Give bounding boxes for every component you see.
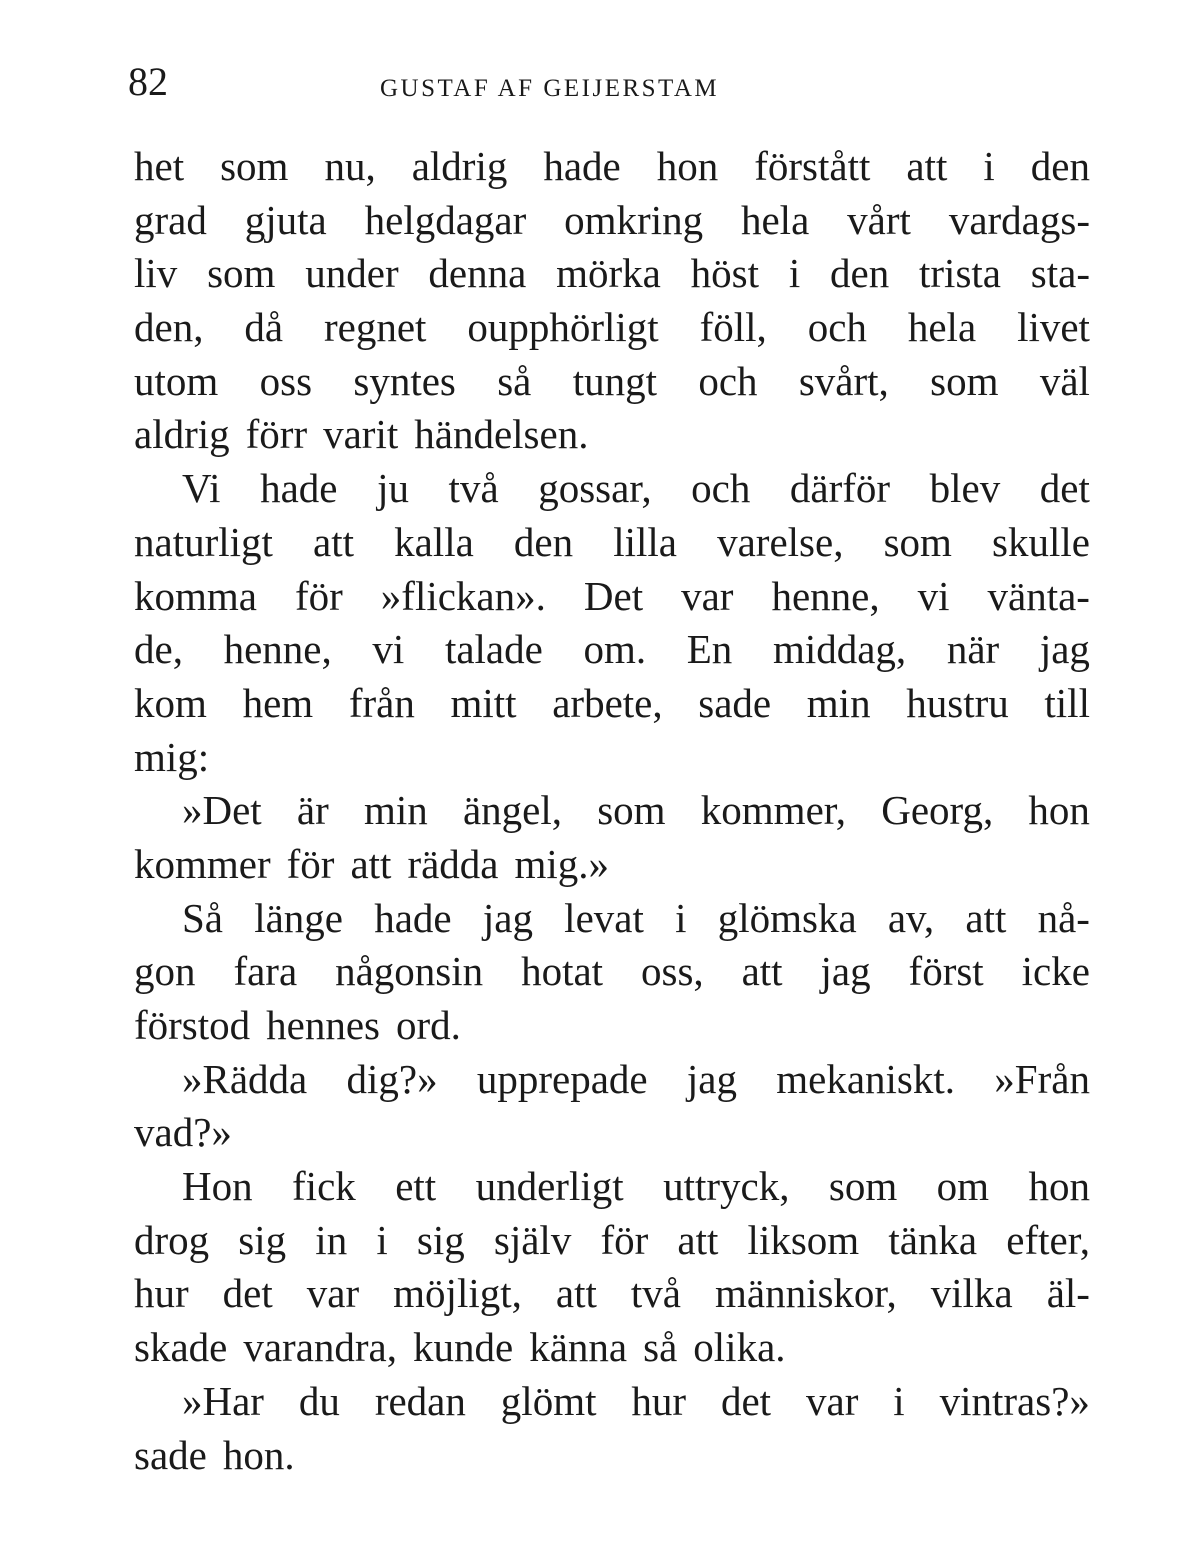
running-head: GUSTAF AF GEIJERSTAM [380, 75, 720, 102]
text-line [134, 140, 1090, 194]
word: den, [134, 304, 204, 351]
word: sig [238, 1216, 287, 1263]
text-line [134, 999, 1090, 1053]
word: för [600, 1216, 649, 1263]
word: den [830, 250, 890, 297]
word: under [305, 250, 399, 297]
word: Så [182, 894, 223, 941]
word: gossar, [538, 465, 652, 512]
word: först [908, 948, 984, 995]
word: därför [789, 465, 891, 512]
word: hade [374, 894, 452, 941]
word: omkring [564, 196, 704, 243]
word: oss, [640, 948, 704, 995]
word: henne, [223, 626, 332, 673]
word: den [513, 518, 574, 565]
word: »flickan». [380, 572, 546, 619]
word: hustru [906, 679, 1009, 726]
word: vintras?» [939, 1377, 1090, 1424]
word: talade [444, 626, 543, 673]
word: om [936, 1163, 990, 1210]
word: hon [656, 143, 719, 189]
text-line [134, 1053, 1090, 1107]
word: var [806, 1377, 859, 1424]
text-line [134, 462, 1090, 516]
word: väl [1039, 357, 1090, 404]
word: henne, [771, 572, 880, 619]
text-line [134, 1267, 1090, 1321]
word: ett [395, 1163, 437, 1210]
word: helgdagar [364, 196, 527, 243]
word: i [376, 1216, 388, 1263]
word: blev [929, 465, 1001, 512]
text-line [134, 892, 1090, 946]
word: att [313, 518, 355, 565]
word: hon. [222, 1431, 295, 1478]
word: och [698, 357, 758, 404]
word: arbete, [552, 679, 663, 726]
word: höst [690, 250, 760, 297]
word: gon [134, 948, 196, 995]
word: denna [428, 250, 527, 297]
word: det [1039, 465, 1090, 512]
word: då [244, 304, 284, 351]
text-line [134, 784, 1090, 838]
word: förstod [134, 1002, 251, 1048]
word: mig: [134, 733, 210, 780]
word: som [930, 357, 999, 404]
page-number: 82 [128, 59, 168, 104]
word: att [555, 1270, 597, 1317]
text-line [134, 838, 1090, 892]
word: de, [134, 626, 183, 673]
word: syntes [353, 357, 456, 404]
word: olika. [693, 1324, 786, 1371]
word: varandra, [243, 1324, 398, 1371]
word: från [348, 679, 415, 726]
word: glömska [717, 894, 857, 941]
word: in [315, 1216, 348, 1263]
word: »Från [994, 1055, 1090, 1102]
word: levat [564, 894, 644, 941]
word: ju [377, 465, 409, 512]
word: vilka [930, 1270, 1013, 1317]
word: och [807, 304, 867, 351]
word: vänta- [987, 572, 1090, 619]
word: mig.» [514, 840, 610, 887]
word: vad?» [134, 1109, 232, 1156]
word: du [298, 1377, 340, 1424]
word: middag, [772, 626, 907, 673]
word: redan [374, 1377, 466, 1424]
word: icke [1021, 948, 1090, 995]
word: varelse, [717, 518, 844, 565]
text-line [134, 1375, 1090, 1429]
word: av, [887, 894, 935, 941]
word: oss [259, 357, 313, 404]
word: att [906, 143, 948, 189]
word: var [681, 572, 734, 619]
word: regnet [324, 304, 427, 351]
word: förstått [754, 143, 871, 189]
text-line [134, 1214, 1090, 1268]
word: tänka [888, 1216, 978, 1263]
word: för [286, 840, 335, 887]
word: sade [134, 1431, 207, 1478]
word: Vi [182, 465, 221, 512]
word: att [741, 948, 783, 995]
text-line [134, 194, 1090, 248]
word: till [1044, 679, 1090, 726]
text-line [134, 1106, 1090, 1160]
word: ord. [396, 1002, 461, 1048]
word: aldrig [134, 411, 230, 458]
word: det [222, 1270, 273, 1317]
word: komma [134, 572, 257, 619]
word: förr [245, 411, 308, 458]
word: hade [543, 143, 621, 189]
word: i [983, 143, 995, 189]
word: länge [254, 894, 344, 941]
word: känna [529, 1324, 628, 1371]
word: uttryck, [663, 1163, 790, 1210]
word: sig [416, 1216, 465, 1263]
word: sta- [1030, 250, 1090, 297]
word: jag [686, 1055, 737, 1102]
word: kommer [134, 840, 271, 887]
text-line [134, 731, 1090, 785]
word: hela [740, 196, 810, 243]
word: så [643, 1324, 678, 1371]
word: vårt [847, 196, 911, 243]
word: aldrig [411, 143, 508, 189]
word: Det [583, 572, 644, 619]
word: händelsen. [414, 411, 589, 458]
word: kalla [394, 518, 474, 565]
word: som [883, 518, 952, 565]
word: jag [1039, 626, 1090, 673]
word: liksom [747, 1216, 860, 1263]
text-line [134, 1429, 1090, 1483]
word: »Det [182, 787, 262, 834]
word: underligt [475, 1163, 624, 1210]
word: trista [919, 250, 1001, 297]
word: Georg, [881, 787, 994, 834]
word: livet [1017, 304, 1090, 351]
word: grad [134, 196, 207, 243]
word: upprepade [476, 1055, 648, 1102]
word: gjuta [244, 196, 327, 243]
word: kunde [413, 1324, 514, 1371]
word: utom [134, 357, 219, 404]
word: fick [292, 1163, 356, 1210]
text-line [134, 1160, 1090, 1214]
text-line [134, 570, 1090, 624]
word: mörka [556, 250, 661, 297]
word: oupphörligt [467, 304, 659, 351]
word: nå- [1037, 894, 1090, 941]
word: var [306, 1270, 360, 1317]
word: två [448, 465, 499, 512]
word: att [677, 1216, 719, 1263]
word: mekaniskt. [776, 1055, 956, 1102]
word: någonsin [335, 948, 484, 995]
word: i [788, 250, 801, 297]
word: i [893, 1377, 905, 1424]
word: och [691, 465, 751, 512]
word: det [720, 1377, 772, 1424]
word: hotat [521, 948, 604, 995]
word: hem [242, 679, 314, 726]
text-line [134, 623, 1090, 677]
word: som [597, 787, 666, 834]
word: efter, [1006, 1216, 1090, 1263]
word: glömt [500, 1377, 597, 1424]
word: min [806, 679, 871, 726]
word: ängel, [462, 787, 563, 834]
text-line [134, 945, 1090, 999]
word: drog [134, 1216, 210, 1263]
text-line [134, 247, 1090, 301]
word: människor, [715, 1270, 897, 1317]
word: skulle [992, 518, 1090, 565]
word: dig?» [346, 1055, 438, 1102]
word: liv [134, 250, 178, 297]
word: som [207, 250, 276, 297]
word: mitt [450, 679, 517, 726]
word: sade [698, 679, 772, 726]
word: att [350, 840, 392, 887]
word: om. [583, 626, 647, 673]
word: så [497, 357, 532, 404]
word: jag [482, 894, 533, 941]
word: hela [907, 304, 977, 351]
word: min [363, 787, 428, 834]
text-line [134, 516, 1090, 570]
text-line [134, 301, 1090, 355]
word: den [1030, 143, 1090, 189]
body-text [134, 140, 1090, 1482]
word: kom [134, 679, 207, 726]
word: för [294, 572, 343, 619]
word: möjligt, [393, 1270, 522, 1317]
word: att [965, 894, 1007, 941]
word: två [630, 1270, 681, 1317]
word: kommer, [700, 787, 847, 834]
word: vi [372, 626, 405, 673]
word: är [296, 787, 329, 834]
word: nu, [324, 143, 376, 189]
word: hade [260, 465, 338, 512]
word: En [686, 626, 733, 673]
word: hennes [266, 1002, 381, 1048]
word: själv [493, 1216, 572, 1263]
word: fara [233, 948, 298, 995]
word: hon [1028, 1163, 1090, 1210]
word: hon [1028, 787, 1090, 834]
word: »Rädda [182, 1055, 308, 1102]
word: som [220, 143, 289, 189]
text-line [134, 1321, 1090, 1375]
word: hur [134, 1270, 189, 1317]
word: naturligt [134, 518, 273, 565]
word: skade [134, 1324, 228, 1371]
word: när [946, 626, 1000, 673]
word: varit [323, 411, 399, 458]
word: »Har [182, 1377, 264, 1424]
word: äl- [1046, 1270, 1090, 1317]
word: hur [631, 1377, 687, 1424]
text-line [134, 355, 1090, 409]
word: svårt, [798, 357, 889, 404]
word: het [134, 143, 185, 189]
word: vi [917, 572, 950, 619]
text-line [134, 408, 1090, 462]
word: tungt [572, 357, 657, 404]
text-line [134, 677, 1090, 731]
word: i [675, 894, 687, 941]
word: lilla [613, 518, 677, 565]
word: föll, [699, 304, 767, 351]
word: som [828, 1163, 898, 1210]
word: jag [820, 948, 871, 995]
word: vardags- [948, 196, 1090, 243]
word: rädda [407, 840, 499, 887]
word: Hon [182, 1163, 253, 1210]
